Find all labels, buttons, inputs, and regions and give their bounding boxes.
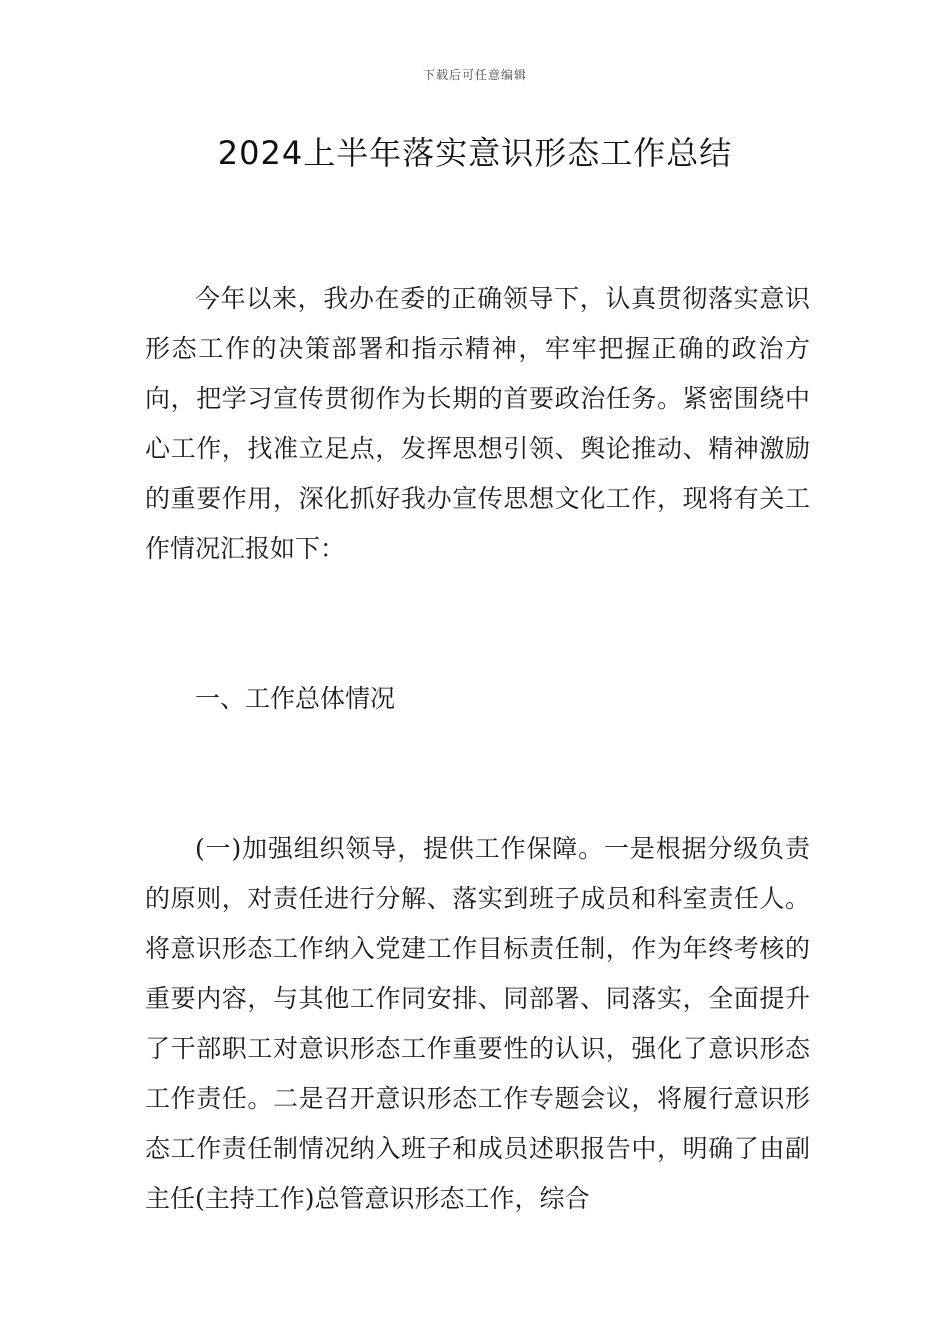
section-heading: 一、工作总体情况 bbox=[195, 684, 396, 713]
section-paragraph: (一)加强组织领导，提供工作保障。一是根据分级负责的原则，对责任进行分解、落实到班子成员和科室责任人。将意识形态工作纳入党建工作目标责任制，作为年终考核的重要内容，与其他工作同安排、同部署、同落实，全面提升了干部职工对意识形态工作重要性的认识，强化了意识形态工作责任。二是召开意识形态工作专题会议，将履行意识形态工作责任制情况纳入班子和成员述职报告中，明确了由副主任(主持工作)总管意识形态工作，综合 bbox=[145, 834, 810, 1213]
intro-paragraph: 今年以来，我办在委的正确领导下，认真贯彻落实意识形态工作的决策部署和指示精神，牢牢把握正确的政治方向，把学习宣传贯彻作为长期的首要政治任务。紧密围绕中心工作，找准立足点，发挥思想引领、舆论推动、精神激励的重要作用，深化抓好我办宣传思想文化工作，现将有关工作情况汇报如下： bbox=[145, 284, 810, 563]
header-note: 下载后可任意编辑 bbox=[422, 68, 527, 82]
document-title: 2024上半年落实意识形态工作总结 bbox=[217, 134, 733, 172]
